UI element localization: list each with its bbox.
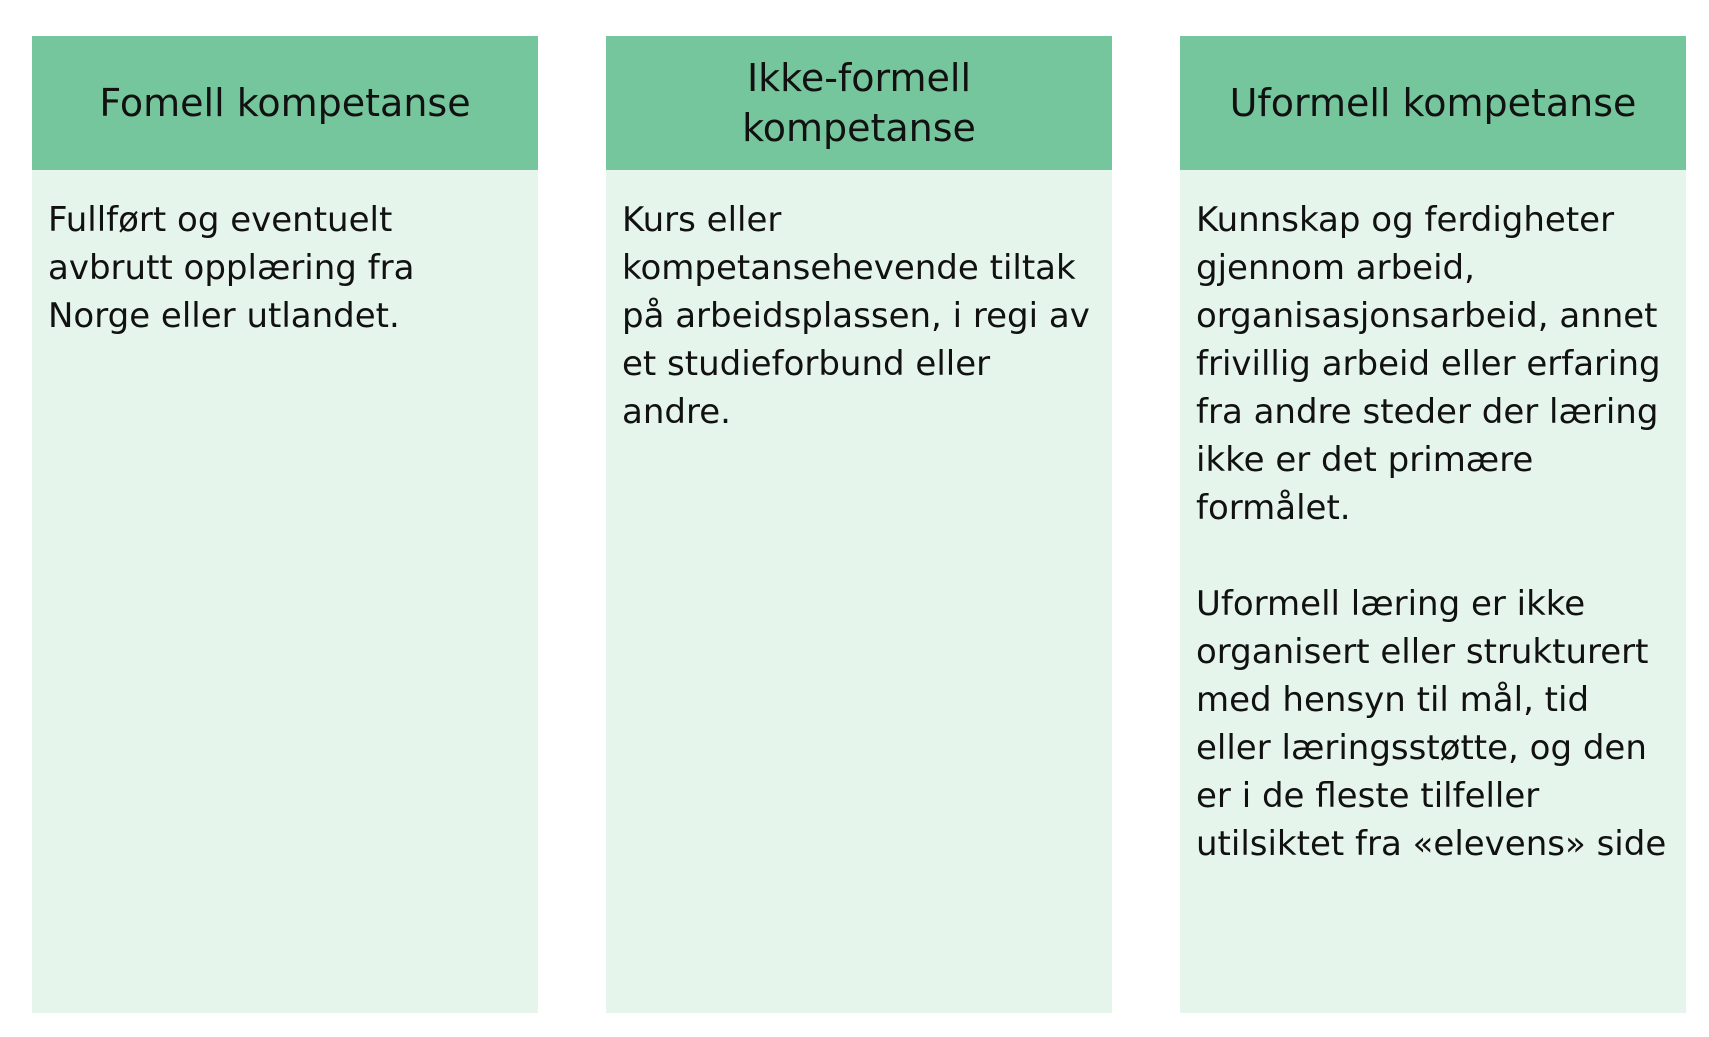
column-text: Kunnskap og ferdigheter gjennom arbeid, organisasjonsarbeid, annet frivillig arbeid eller erfaring fra andre steder der læring ikke er det primære formålet.	[1196, 200, 1661, 528]
column-non-formal	[606, 36, 1112, 1013]
column-informal	[1180, 36, 1686, 1013]
column-header	[1180, 36, 1686, 170]
column-title: Ikke-formell kompetanse	[742, 56, 976, 150]
column-text: Fullført og eventuelt avbrutt opplæring fra Norge eller utlandet.	[48, 200, 415, 336]
column-text: Kurs eller kompetansehevende tiltak på arbeidsplassen, i regi av et studieforbund eller andre.	[622, 200, 1090, 432]
column-formal	[32, 36, 538, 1013]
column-body	[32, 170, 538, 340]
column-title: Fomell kompetanse	[99, 81, 471, 125]
column-header	[606, 36, 1112, 170]
column-body	[606, 170, 1112, 436]
column-title: Uformell kompetanse	[1229, 81, 1637, 125]
column-header	[32, 36, 538, 170]
column-text: Uformell læring er ikke organisert eller strukturert med hensyn til mål, tid eller læringsstøtte, og den er i de fleste tilfeller utilsiktet fra «elevens» side	[1196, 584, 1667, 864]
column-body	[1180, 170, 1686, 868]
